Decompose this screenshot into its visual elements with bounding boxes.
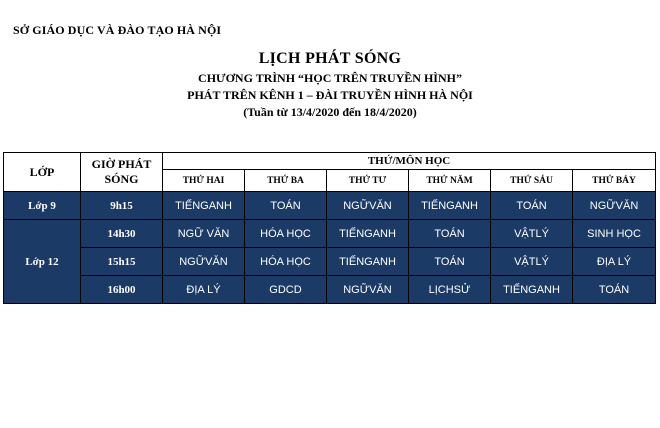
subject-cell: NGỮVĂN xyxy=(327,276,409,304)
subject-cell: TOÁN xyxy=(491,192,573,220)
organization-name: SỞ GIÁO DỤC VÀ ĐÀO TẠO HÀ NỘI xyxy=(13,23,222,37)
header-day: THỨ BA xyxy=(245,170,327,192)
header-day: THỨ NĂM xyxy=(409,170,491,192)
header-day: THỨ TƯ xyxy=(327,170,409,192)
header-day-subject: THỨ/MÔN HỌC xyxy=(163,153,656,170)
subject-cell: TIẾNGANH xyxy=(327,220,409,248)
subject-cell: NGỮVĂN xyxy=(573,192,656,220)
subject-cell: TOÁN xyxy=(409,220,491,248)
header-day: THỨ BẢY xyxy=(573,170,656,192)
subject-cell: ĐỊA LÝ xyxy=(163,276,245,304)
subject-cell: TIẾNGANH xyxy=(163,192,245,220)
table-row xyxy=(4,192,656,220)
time-cell: 14h30 xyxy=(81,220,163,248)
subject-cell: HÓA HỌC xyxy=(245,220,327,248)
subject-cell: TIẾNGANH xyxy=(327,248,409,276)
subject-cell: VẬTLÝ xyxy=(491,248,573,276)
table-row xyxy=(4,220,656,248)
subject-cell: NGỮVĂN xyxy=(163,248,245,276)
header-class: LỚP xyxy=(4,153,81,192)
week-range: (Tuần từ 13/4/2020 đến 18/4/2020) xyxy=(243,105,417,119)
schedule-heading xyxy=(0,48,660,121)
header-day: THỨ SÁU xyxy=(491,170,573,192)
time-cell: 16h00 xyxy=(81,276,163,304)
subject-cell: TIẾNGANH xyxy=(491,276,573,304)
class-cell: Lớp 9 xyxy=(4,192,81,220)
subject-cell: NGỮ VĂN xyxy=(163,220,245,248)
subject-cell: NGỮVĂN xyxy=(327,192,409,220)
program-name: CHƯƠNG TRÌNH “HỌC TRÊN TRUYỀN HÌNH” xyxy=(198,71,462,85)
table-row xyxy=(4,276,656,304)
time-cell: 9h15 xyxy=(81,192,163,220)
subject-cell: TIẾNGANH xyxy=(409,192,491,220)
subject-cell: TOÁN xyxy=(245,192,327,220)
header-day: THỨ HAI xyxy=(163,170,245,192)
subject-cell: GDCD xyxy=(245,276,327,304)
subject-cell: TOÁN xyxy=(573,276,656,304)
subject-cell: ĐỊA LÝ xyxy=(573,248,656,276)
subject-cell: LỊCHSỬ xyxy=(409,276,491,304)
time-cell: 15h15 xyxy=(81,248,163,276)
broadcast-channel: PHÁT TRÊN KÊNH 1 – ĐÀI TRUYỀN HÌNH HÀ NỘI xyxy=(187,88,473,102)
header-broadcast-time: GIỜ PHÁT SÓNG xyxy=(81,153,163,192)
class-cell: Lớp 12 xyxy=(4,220,81,304)
subject-cell: SINH HỌC xyxy=(573,220,656,248)
subject-cell: VẬTLÝ xyxy=(491,220,573,248)
table-row xyxy=(4,248,656,276)
broadcast-schedule-table xyxy=(3,152,656,304)
subject-cell: HÓA HỌC xyxy=(245,248,327,276)
schedule-title: LỊCH PHÁT SÓNG xyxy=(258,50,402,67)
subject-cell: TOÁN xyxy=(409,248,491,276)
